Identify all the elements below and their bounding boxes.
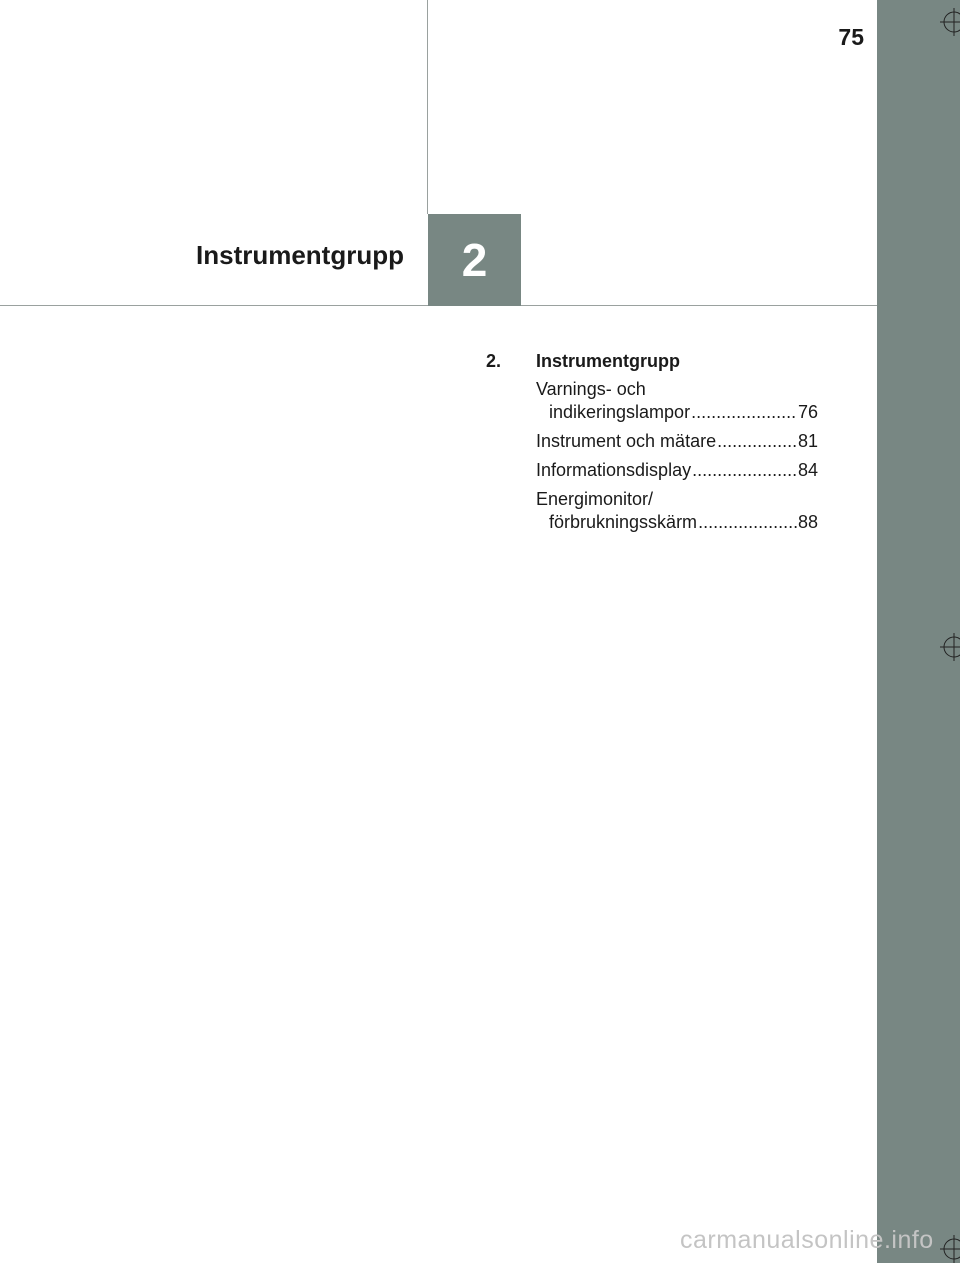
- toc-entry[interactable]: [536, 488, 818, 534]
- toc-leader-dots: [717, 430, 797, 453]
- toc-entry-line: [536, 459, 818, 482]
- registration-mark-icon: [940, 8, 960, 36]
- toc-entry[interactable]: [536, 378, 818, 424]
- toc-entry-line: [536, 401, 818, 424]
- toc-entry-page: 81: [797, 431, 818, 451]
- toc-entry-page: 88: [797, 512, 818, 532]
- toc-leader-dots: [691, 401, 797, 424]
- chapter-number: 2: [461, 234, 488, 286]
- registration-mark-icon: [940, 633, 960, 661]
- toc-entry[interactable]: [536, 459, 818, 482]
- toc-entry-label-continued: förbrukningsskärm: [549, 512, 698, 532]
- toc-section-heading: [486, 350, 818, 373]
- toc-section-title: Instrumentgrupp: [536, 351, 680, 371]
- watermark: carmanualsonline.info: [680, 1226, 934, 1254]
- registration-mark-icon: [940, 1235, 960, 1263]
- toc-leader-dots: [698, 511, 797, 534]
- toc-entry-page: 76: [797, 402, 818, 422]
- toc-entry-label-continued: indikeringslampor: [549, 402, 691, 422]
- toc-entry-label: Varnings- och: [536, 379, 646, 399]
- toc-entry-line: [536, 488, 818, 511]
- toc-entry-label: Energimonitor/: [536, 489, 654, 509]
- toc-leader-dots: [692, 459, 797, 482]
- toc-entry-line: [536, 378, 818, 401]
- toc-entry-list: [536, 378, 818, 534]
- toc-entry-line: [536, 511, 818, 534]
- page-number: 75: [838, 24, 864, 50]
- toc-entry-label: Informationsdisplay: [536, 460, 692, 480]
- chapter-number-box: [428, 214, 521, 306]
- toc-entry[interactable]: [536, 430, 818, 453]
- toc-entry-label: Instrument och mätare: [536, 431, 717, 451]
- toc-entry-page: 84: [797, 460, 818, 480]
- chapter-side-tab: [877, 0, 960, 1263]
- chapter-title: Instrumentgrupp: [196, 240, 404, 270]
- vertical-rule: [427, 0, 428, 214]
- toc-section-number: 2.: [486, 351, 502, 371]
- table-of-contents: [486, 350, 818, 540]
- toc-entry-line: [536, 430, 818, 453]
